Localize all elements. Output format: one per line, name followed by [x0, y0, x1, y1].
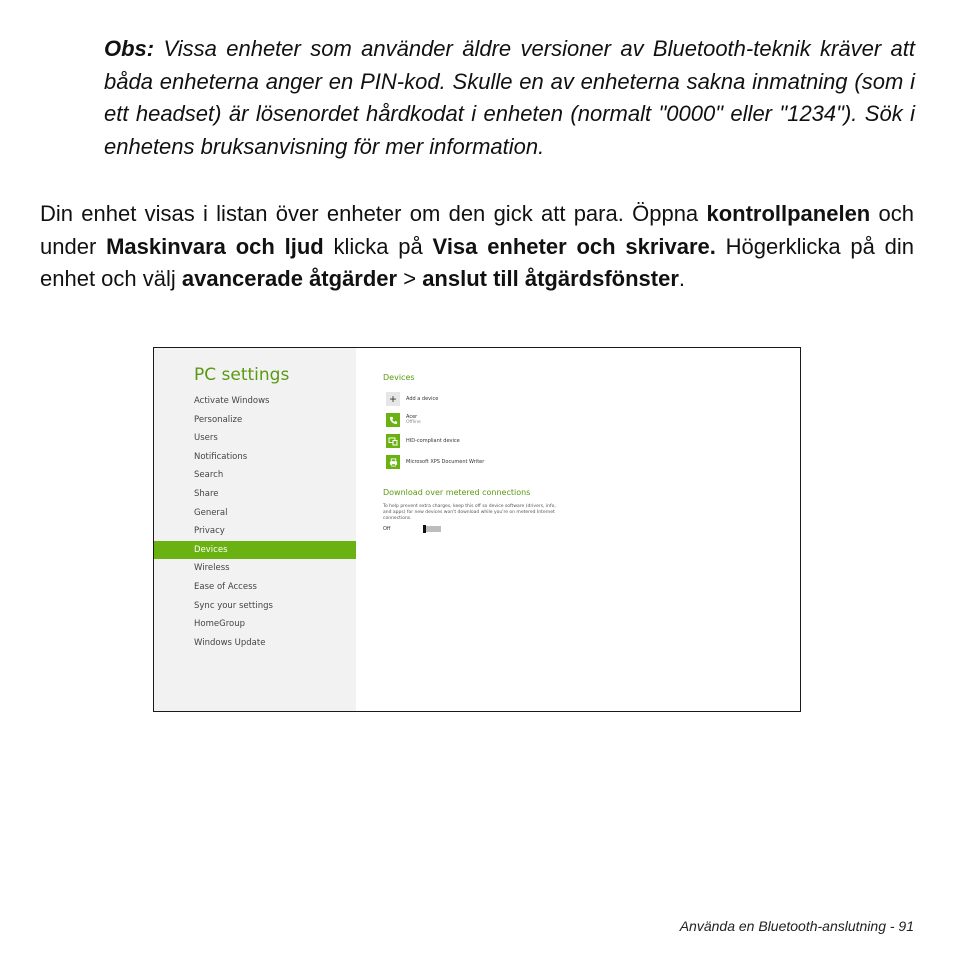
devices-heading: Devices: [383, 373, 415, 382]
hardware-sound-term: Maskinvara och ljud: [106, 233, 324, 259]
sidebar-item-notifications[interactable]: Notifications: [194, 451, 248, 462]
device-name: Microsoft XPS Document Writer: [406, 459, 485, 465]
device-item-acer[interactable]: [386, 412, 421, 428]
metered-toggle[interactable]: [423, 526, 441, 532]
device-item-hid[interactable]: [386, 433, 460, 449]
device-name: HID-compliant device: [406, 438, 460, 444]
para-text-1: Din enhet visas i listan över enheter om den gick att para. Öppna: [40, 201, 707, 226]
settings-sidebar: [154, 348, 356, 711]
instruction-paragraph: [40, 198, 914, 296]
para-text-6: .: [678, 266, 686, 291]
note-paragraph: [104, 33, 915, 163]
toggle-state-label: Off: [383, 526, 391, 532]
metered-toggle-row: [383, 526, 441, 532]
device-item-xps[interactable]: [386, 454, 484, 470]
sidebar-item-general[interactable]: General: [194, 507, 228, 518]
phone-icon: [386, 413, 400, 427]
sidebar-item-ease-of-access[interactable]: Ease of Access: [194, 581, 257, 592]
metered-description: To help prevent extra charges, keep this off so device software (drivers, info, and apps) for new devices won't download while you're on metered Internet connections.: [383, 504, 556, 521]
pc-settings-screenshot: [153, 347, 801, 712]
note-text: Vissa enheter som använder äldre versioner av Bluetooth-teknik kräver att båda enheterna anger en PIN-kod. Skulle en av enheterna sakna inmatning (som i ett headset) är lösenordet hårdkodat i enheten (normalt "0000" eller "1234"). Sök i enhetens bruksanvisning för mer information.: [104, 36, 915, 159]
view-devices-term: Visa enheter och skrivare.: [432, 233, 716, 259]
devices-panel: [356, 348, 800, 711]
device-name: Acer: [406, 414, 418, 420]
para-text-3: klicka på: [323, 233, 433, 259]
sidebar-item-devices[interactable]: Devices: [154, 541, 356, 560]
advanced-actions-term: avancerade åtgärder: [181, 266, 398, 291]
add-device-label: Add a device: [406, 396, 439, 402]
sidebar-item-share[interactable]: Share: [194, 488, 219, 499]
monitor-icon: [386, 434, 400, 448]
para-text-5: >: [397, 266, 423, 291]
device-status: Offline: [406, 420, 421, 425]
note-label: Obs:: [104, 36, 155, 61]
para-text-4: Högerklicka på din enhet och välj: [40, 233, 914, 291]
sidebar-item-users[interactable]: Users: [194, 433, 218, 444]
toggle-knob: [423, 525, 426, 533]
metered-heading: Download over metered connections: [383, 488, 531, 497]
connect-action-center-term: anslut till åtgärdsfönster: [422, 266, 679, 291]
sidebar-item-privacy[interactable]: Privacy: [194, 526, 225, 537]
sidebar-item-activate-windows[interactable]: Activate Windows: [194, 396, 270, 406]
page-footer: Använda en Bluetooth-anslutning - 91: [679, 918, 914, 934]
printer-icon: [386, 455, 400, 469]
sidebar-menu: [154, 392, 356, 652]
add-device-button[interactable]: [386, 391, 438, 407]
sidebar-title: PC settings: [194, 365, 290, 385]
sidebar-item-sync-settings[interactable]: Sync your settings: [194, 600, 273, 611]
sidebar-item-search[interactable]: Search: [194, 470, 224, 481]
plus-icon: +: [386, 392, 400, 406]
sidebar-item-wireless[interactable]: Wireless: [194, 563, 230, 574]
control-panel-term: kontrollpanelen: [706, 201, 871, 226]
sidebar-item-homegroup[interactable]: HomeGroup: [194, 619, 245, 630]
sidebar-item-windows-update[interactable]: Windows Update: [194, 637, 266, 648]
sidebar-item-personalize[interactable]: Personalize: [194, 414, 243, 425]
para-text-2: och under: [40, 201, 914, 259]
